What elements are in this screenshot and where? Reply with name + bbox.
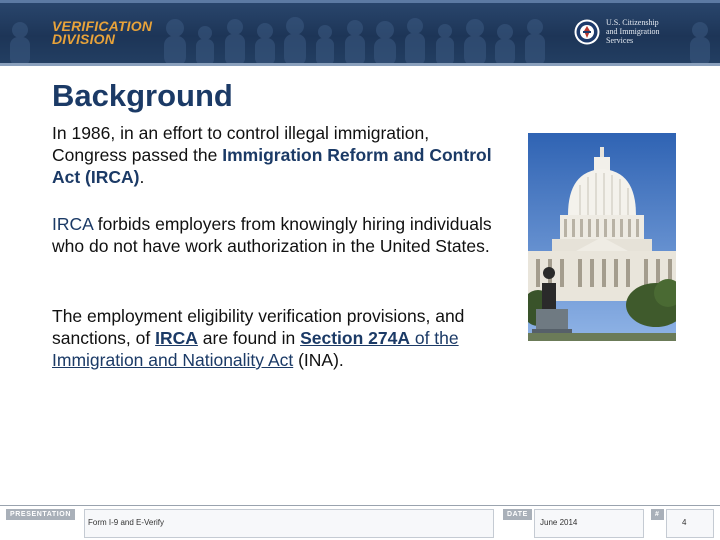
banner-top-line — [0, 0, 720, 3]
verification-division-logo — [52, 20, 152, 46]
slide-title: Background — [52, 78, 233, 113]
paragraph-3 — [52, 305, 502, 371]
agency-line-2: and Immigration — [606, 27, 660, 36]
agency-line-1: U.S. Citizenship — [606, 18, 659, 27]
banner-bottom-line — [0, 63, 720, 66]
footer — [0, 505, 720, 540]
date-label: DATE — [503, 509, 532, 520]
brand-line-2: DIVISION — [52, 31, 116, 47]
dhs-seal-icon — [574, 19, 600, 45]
uscis-wordmark — [606, 18, 696, 45]
page-number-value: 4 — [682, 518, 687, 527]
page-number-box — [666, 509, 714, 538]
paragraph-2 — [52, 213, 502, 257]
page-number-label: # — [651, 509, 664, 520]
section-274a-link-rest: of the Immigration and Nationality Act — [52, 328, 459, 370]
date-value: June 2014 — [540, 518, 578, 527]
section-274a-link-bold: Section 274A — [300, 328, 410, 348]
irca-link[interactable]: IRCA — [155, 328, 198, 348]
capitol-building-photo — [528, 133, 676, 341]
p2-irca-highlight: IRCA — [52, 214, 93, 234]
agency-line-3: Services — [606, 36, 634, 45]
p3-text-1: The employment eligibility verification provisions, and sanctions, of — [52, 306, 465, 348]
p1-period: . — [139, 167, 145, 187]
p3-text-3: (INA). — [293, 350, 344, 370]
header-banner — [0, 0, 720, 66]
p1-irca-highlight: Immigration Reform and Control Act (IRCA) — [52, 145, 492, 187]
brand-line-1: VERIFICATION — [52, 18, 153, 34]
footer-rule — [0, 505, 720, 506]
presentation-value: Form I-9 and E-Verify — [88, 518, 165, 527]
p2-text: forbids employers from knowingly hiring individuals who do not have work authorization in the United States. — [52, 214, 492, 256]
presentation-label: PRESENTATION — [6, 509, 75, 520]
p3-text-2: are found in — [197, 328, 301, 348]
p1-text: In 1986, in an effort to control illegal immigration, Congress passed the — [52, 123, 430, 165]
paragraph-1 — [52, 122, 502, 188]
